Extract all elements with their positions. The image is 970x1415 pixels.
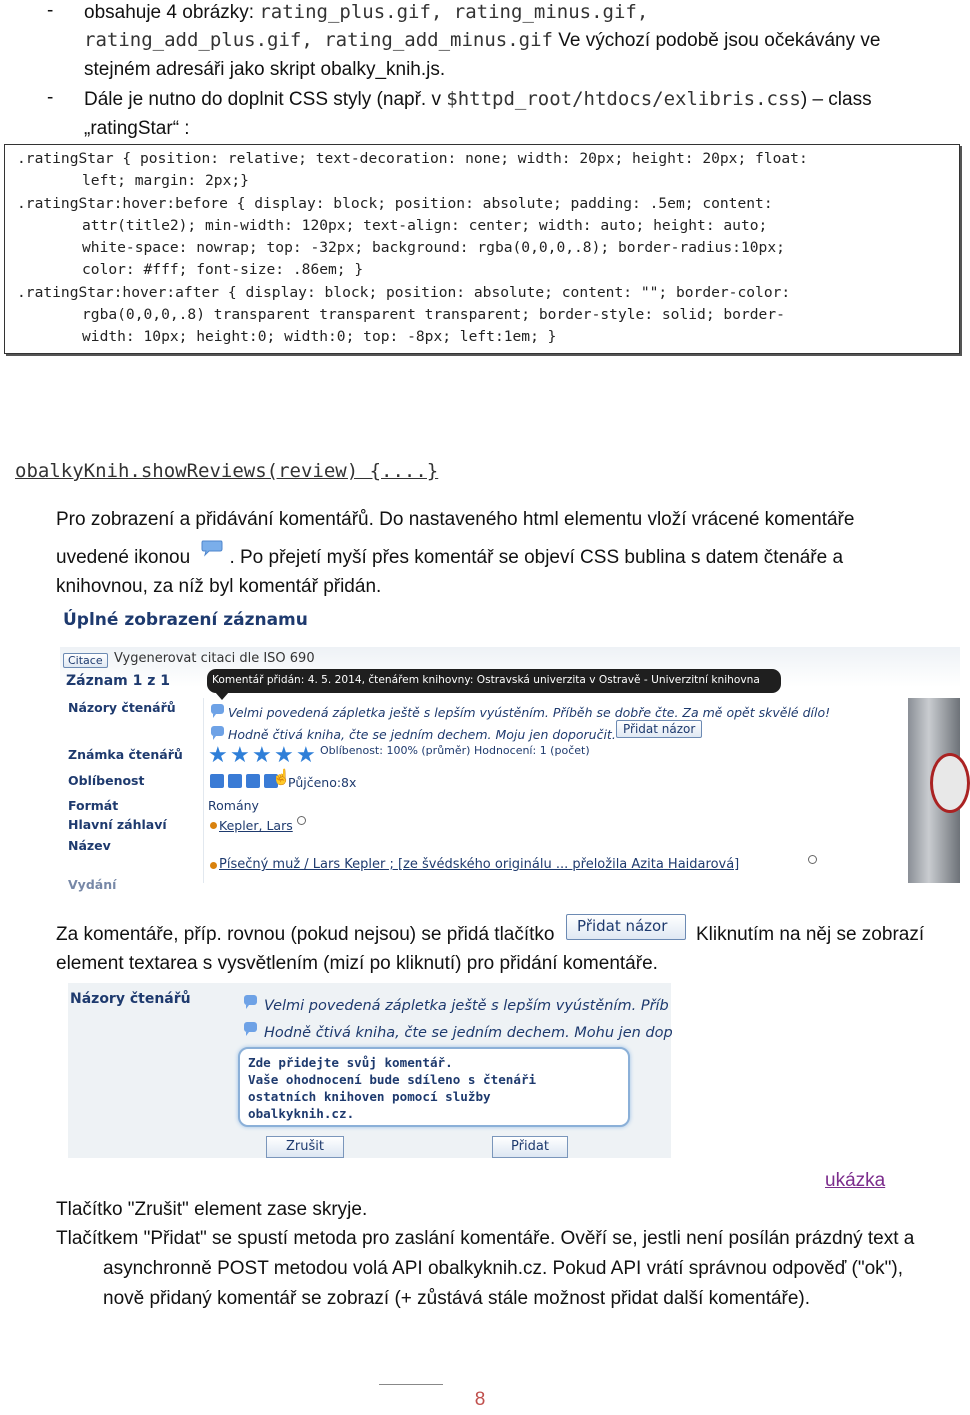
star-icon-2[interactable]: ★ [230,742,250,767]
s2-comment-icon-1 [244,995,257,1005]
borrowed-count: Půjčeno:8x [288,775,357,790]
record-counter: Záznam 1 z 1 [66,673,171,689]
para3-line-2: Tlačítkem "Přidat" se spustí metoda pro zaslání komentáře. Ověří se, jestli není posílán prázdný text a [56,1228,915,1249]
code-line-7: .ratingStar:hover:after { display: block; position: absolute; content: ""; border-color: [17,284,791,301]
code-line-2: left; margin: 2px;} [82,172,249,189]
title-link[interactable]: Písečný muž / Lars Kepler ; [ze švédského originálu ... přeložila Azita Haidarová] [219,857,740,872]
label-znamka: Známka čtenářů [68,747,183,762]
rating-tooltip: Oblíbenost: 100% (průměr) Hodnocení: 1 (počet) [320,744,590,757]
para2-line-1b: Kliknutím na něj se zobrazí [696,924,925,945]
para1-line-1: Pro zobrazení a přidávání komentářů. Do nastaveného html elementu vloží vrácené komentáře [56,509,855,530]
bullet-2: - [47,87,54,108]
s2-comment-2: Hodně čtivá kniha, čte se jedním dechem. Mohu jen dop [264,1025,673,1041]
s2-label: Názory čtenářů [70,991,191,1007]
para3-line-4: nově přidaný komentář se zobrazí (+ zůstává stále možnost přidat další komentáře). [103,1288,811,1309]
example-link[interactable]: ukázka [825,1170,886,1191]
intro-line-1-text: obsahuje 4 obrázky: [84,2,260,23]
code-line-6: color: #fff; font-size: .86em; } [82,261,364,278]
comment-bubble-icon [201,537,223,551]
intro-line-5: „ratingStar“ : [84,118,190,139]
textarea-line-1: Zde přidejte svůj komentář. [248,1055,453,1070]
label-oblibenost: Oblíbenost [68,773,145,788]
star-icon-1[interactable]: ★ [208,742,228,767]
para1-line-2a: uvedené ikonou [56,547,191,568]
para3-line-3: asynchronně POST metodou volá API obalkyknih.cz. Pokud API vrátí správnou odpověď ("ok"), [103,1258,904,1279]
s2-comment-icon-2 [244,1022,257,1032]
comment-2: Hodně čtivá kniha, čte se jedním dechem. Moju jen doporučit. [228,727,616,742]
code-line-8: rgba(0,0,0,.8) transparent transparent transparent; border-style: solid; border- [82,306,785,323]
para2-line-2: element textarea s vysvětlením (mizí po kliknutí) pro přidání komentáře. [56,953,658,974]
screenshot-add-comment [68,983,671,1158]
star-icon-5[interactable]: ★ [296,742,316,767]
hand-icon: ☝ [272,769,291,786]
textarea-line-4: obalkyknih.cz. [248,1106,355,1121]
para3-line-1: Tlačítko "Zrušit" element zase skryje. [56,1199,368,1220]
intro-line-4-text: Dále je nutno do doplnit CSS styly (např. v [84,89,447,110]
author-bullet [210,822,217,829]
record-title: Úplné zobrazení záznamu [63,610,308,630]
popularity-square-1 [210,774,224,788]
bullet-1: - [47,0,54,21]
popularity-square-2 [228,774,242,788]
inline-add-review-button[interactable] [566,914,686,940]
author-link[interactable]: Kepler, Lars [219,818,293,833]
label-nazev: Název [68,838,111,853]
intro-line-2 [84,26,880,55]
css-code-box [4,144,960,354]
comment-icon-1 [211,704,224,714]
comment-tooltip-arrow [215,692,229,700]
title-bullet [210,862,217,869]
textarea-line-3: ostatních knihoven pomocí služby [248,1089,491,1104]
title-search-icon[interactable] [808,855,817,864]
intro-line-4-end: ) – class [800,89,872,110]
intro-line-4-code: $httpd_root/htdocs/exlibris.css [446,88,801,110]
label-cut: Vydání [68,877,117,892]
author-search-icon[interactable] [297,816,306,825]
screenshot-full-record [60,603,960,892]
code-line-4: attr(title2); min-width: 120px; text-align: center; width: auto; height: auto; [82,217,768,234]
section-heading: obalkyKnih.showReviews(review) {....} [15,460,439,482]
code-line-3: .ratingStar:hover:before { display: block; position: absolute; padding: .5em; content: [17,195,773,212]
code-line-1: .ratingStar { position: relative; text-decoration: none; width: 20px; height: 20px; float: [17,150,808,167]
para1-line-2 [56,543,843,572]
s2-comment-1: Velmi povedená zápletka ještě s lepším vyústěním. Příb [264,998,669,1014]
intro-line-2-text: Ve výchozí podobě jsou očekávány ve [553,30,881,51]
intro-line-1-code: rating_plus.gif, rating_minus.gif, [259,1,649,23]
comment-icon-2 [211,726,224,736]
popularity-square-3 [246,774,260,788]
label-hlavni: Hlavní záhlaví [68,817,167,832]
para1-line-2b: . Po přejetí myší přes komentář se objeví CSS bublina s datem čtenáře a [229,547,844,568]
comment-textarea[interactable] [238,1047,630,1127]
inline-add-review-label: Přidat názor [577,917,668,935]
comment-tooltip-text: Komentář přidán: 4. 5. 2014, čtenářem knihovny: Ostravská univerzita v Ostravě - Univerzitní knihovna [212,674,760,686]
intro-line-2-code: rating_add_plus.gif, rating_add_minus.gif [84,29,553,51]
add-review-button[interactable]: Přidat názor [616,720,702,738]
label-nazory: Názory čtenářů [68,700,176,715]
format-value: Romány [208,798,259,813]
star-icon-3[interactable]: ★ [252,742,272,767]
page-number: 8 [474,1389,486,1410]
footer-rule [379,1384,443,1385]
citace-button[interactable]: Citace [63,653,108,668]
star-icon-4[interactable]: ★ [274,742,294,767]
para1-line-3: knihovnou, za níž byl komentář přidán. [56,576,382,597]
textarea-line-2: Vaše ohodnocení bude sdíleno s čtenáři [248,1072,537,1087]
para2-line-1a: Za komentáře, příp. rovnou (pokud nejsou) se přidá tlačítko [56,924,555,945]
label-column-divider [203,698,204,883]
comment-1: Velmi povedená zápletka ještě s lepším vyústěním. Příběh se dobře čte. Za mě opět skvělé dílo! [228,705,831,720]
citace-text[interactable]: Vygenerovat citaci dle ISO 690 [114,651,315,666]
side-photo-circle [930,753,970,813]
intro-line-1 [84,0,648,27]
intro-line-3: stejném adresáři jako skript obalky_knih.js. [84,59,446,80]
intro-line-4 [84,85,872,114]
submit-comment-button[interactable]: Přidat [492,1136,568,1158]
cancel-button[interactable]: Zrušit [266,1136,344,1158]
code-line-9: width: 10px; height:0; width:0; top: -8px; left:1em; } [82,328,557,345]
label-format: Formát [68,798,119,813]
code-line-5: white-space: nowrap; top: -32px; background: rgba(0,0,0,.8); border-radius:10px; [82,239,785,256]
